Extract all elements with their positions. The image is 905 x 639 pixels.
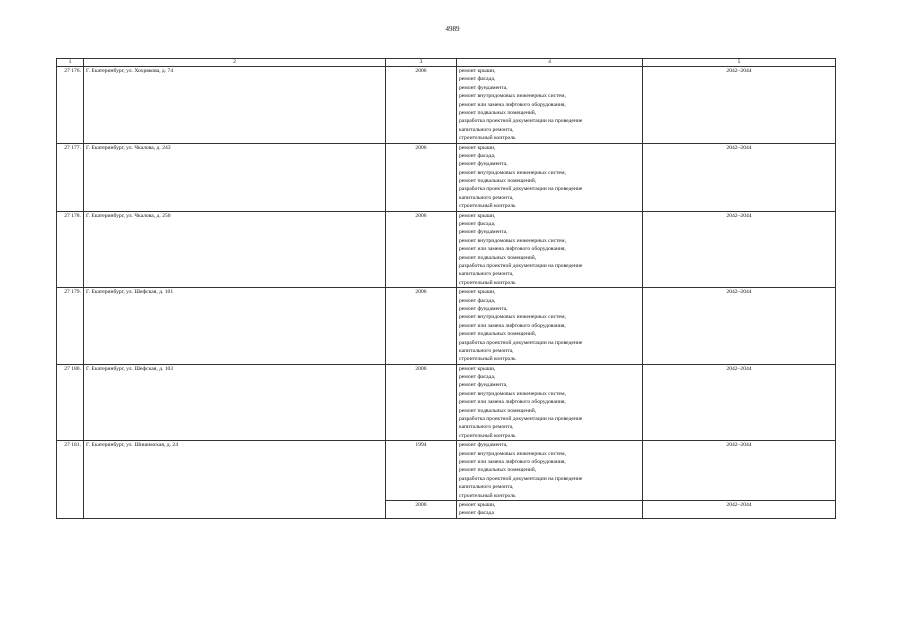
work-item: ремонт фундамента, <box>459 305 508 312</box>
work-item: строительный контроль <box>459 279 516 286</box>
work-item: ремонт внутридомовых инженерных систем, <box>459 169 566 176</box>
row-number: 27 181. <box>57 441 84 519</box>
work-item: ремонт крыши, <box>459 212 496 219</box>
address-cell: Г. Екатеринбург, ул. Шефская, д. 101 <box>84 288 386 365</box>
work-item: ремонт внутридомовых инженерных систем, <box>459 450 566 457</box>
period-cell: 2042–2044 <box>643 211 836 288</box>
table-row <box>57 288 836 365</box>
address-cell: Г. Екатеринбург, ул. Чкалова, д. 250 <box>84 211 386 288</box>
work-item: ремонт подвальных помещений, <box>459 407 537 414</box>
period-cell: 2042–2044 <box>643 500 836 518</box>
column-header-2: 2 <box>84 59 386 67</box>
period-cell: 2042–2044 <box>643 441 836 501</box>
row-number: 27 178. <box>57 211 84 288</box>
work-item: строительный контроль <box>459 492 516 499</box>
year-cell: 2006 <box>386 211 457 288</box>
work-item: строительный контроль <box>459 135 516 142</box>
work-item: ремонт или замена лифтового оборудования, <box>459 322 566 329</box>
table-body <box>57 67 836 519</box>
address-cell: Г. Екатеринбург, ул. Шишимская, д. 24 <box>84 441 386 519</box>
row-number: 27 180. <box>57 364 84 441</box>
period-cell: 2042–2044 <box>643 288 836 365</box>
work-item: строительный контроль <box>459 432 516 439</box>
work-item: разработка проектной документации на проведение <box>459 416 583 423</box>
work-item: ремонт подвальных помещений, <box>459 109 537 116</box>
capital-repair-table <box>56 58 836 519</box>
work-item: капитального ремонта, <box>459 347 514 354</box>
work-item: ремонт или замена лифтового оборудования, <box>459 399 566 406</box>
table-row <box>57 67 836 144</box>
work-item: ремонт фундамента, <box>459 84 508 91</box>
table-row <box>57 441 836 501</box>
work-item: ремонт фасада, <box>459 76 496 83</box>
work-item: ремонт внутридомовых инженерных систем, <box>459 93 566 100</box>
work-item: ремонт подвальных помещений, <box>459 331 537 338</box>
table-row <box>57 364 836 441</box>
works-cell <box>457 211 643 288</box>
work-item: ремонт фундамента, <box>459 161 508 168</box>
work-item: капитального ремонта, <box>459 484 514 491</box>
work-item: капитального ремонта, <box>459 126 514 133</box>
works-cell <box>457 288 643 365</box>
work-item: ремонт или замена лифтового оборудования, <box>459 458 566 465</box>
work-item: разработка проектной документации на проведение <box>459 475 583 482</box>
table-row <box>57 211 836 288</box>
work-item: ремонт крыши, <box>459 501 496 508</box>
work-item: ремонт или замена лифтового оборудования, <box>459 101 566 108</box>
column-header-1: 1 <box>57 59 84 67</box>
work-item: ремонт внутридомовых инженерных систем, <box>459 390 566 397</box>
work-item: ремонт фасада, <box>459 297 496 304</box>
work-item: разработка проектной документации на проведение <box>459 262 583 269</box>
work-item: ремонт или замена лифтового оборудования, <box>459 246 566 253</box>
work-item: капитального ремонта, <box>459 271 514 278</box>
work-item: ремонт крыши, <box>459 365 496 372</box>
column-header-5: 5 <box>643 59 836 67</box>
table-header-row <box>57 59 836 67</box>
year-cell: 2006 <box>386 364 457 441</box>
work-item: разработка проектной документации на проведение <box>459 186 583 193</box>
work-item: ремонт крыши, <box>459 289 496 296</box>
work-item: ремонт фасада, <box>459 221 496 228</box>
works-cell <box>457 441 643 501</box>
row-number: 27 176. <box>57 67 84 144</box>
work-item: ремонт фасада, <box>459 374 496 381</box>
works-cell <box>457 364 643 441</box>
work-item: ремонт подвальных помещений, <box>459 178 537 185</box>
table-row <box>57 143 836 211</box>
row-number: 27 179. <box>57 288 84 365</box>
row-number: 27 177. <box>57 143 84 211</box>
work-item: ремонт крыши, <box>459 68 496 74</box>
works-cell <box>457 143 643 211</box>
work-item: ремонт крыши, <box>459 144 496 151</box>
work-item: ремонт фундамента, <box>459 229 508 236</box>
page-number: 4989 <box>445 25 460 33</box>
column-header-3: 3 <box>386 59 457 67</box>
period-cell: 2042–2044 <box>643 364 836 441</box>
work-item: ремонт фундамента, <box>459 382 508 389</box>
column-header-4: 4 <box>457 59 643 67</box>
work-item: капитального ремонта, <box>459 194 514 201</box>
year-cell: 2006 <box>386 288 457 365</box>
work-item: ремонт внутридомовых инженерных систем, <box>459 314 566 321</box>
work-item: разработка проектной документации на проведение <box>459 339 583 346</box>
work-item: ремонт подвальных помещений, <box>459 254 537 261</box>
work-item: капитального ремонта, <box>459 424 514 431</box>
year-cell: 2006 <box>386 67 457 144</box>
work-item: ремонт фасада, <box>459 152 496 159</box>
year-cell: 2006 <box>386 143 457 211</box>
works-cell <box>457 67 643 144</box>
work-item: ремонт фундамента, <box>459 442 508 449</box>
work-item: строительный контроль <box>459 356 516 363</box>
year-cell: 1994 <box>386 441 457 501</box>
address-cell: Г. Екатеринбург, ул. Хохрякова, д. 74 <box>84 67 386 144</box>
work-item: ремонт внутридомовых инженерных систем, <box>459 237 566 244</box>
work-item: ремонт фасада <box>459 510 494 517</box>
address-cell: Г. Екатеринбург, ул. Шефская, д. 103 <box>84 364 386 441</box>
work-item: строительный контроль <box>459 203 516 210</box>
works-cell <box>457 500 643 518</box>
address-cell: Г. Екатеринбург, ул. Чкалова, д. 243 <box>84 143 386 211</box>
period-cell: 2042–2044 <box>643 143 836 211</box>
work-item: разработка проектной документации на проведение <box>459 118 583 125</box>
work-item: ремонт подвальных помещений, <box>459 467 537 474</box>
year-cell: 2006 <box>386 500 457 518</box>
period-cell: 2042–2044 <box>643 67 836 144</box>
